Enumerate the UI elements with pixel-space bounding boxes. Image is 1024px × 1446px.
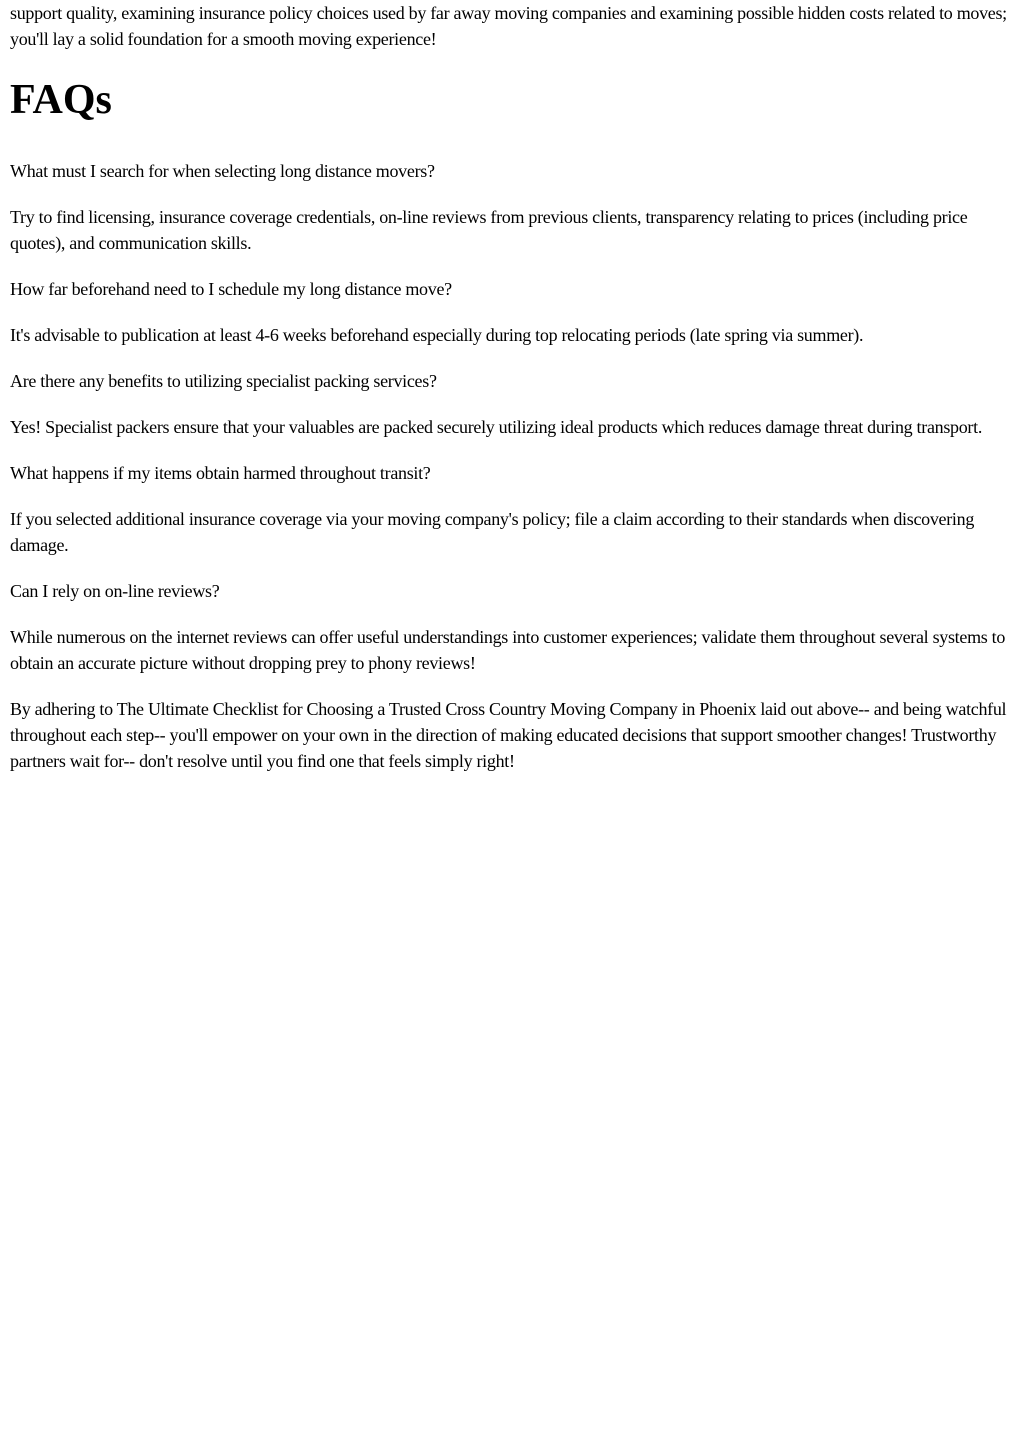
faq-question-5: Can I rely on on-line reviews? (10, 581, 220, 601)
intro-paragraph: support quality, examining insurance policy choices used by far away moving companies and examining possible hidden costs related to moves; you'll lay a solid foundation for a smooth moving experience! (10, 3, 1007, 49)
faq-answer-3: Yes! Specialist packers ensure that your valuables are packed securely utilizing ideal products which reduces damage threat during transport. (10, 417, 983, 437)
faq-answer-5: While numerous on the internet reviews can offer useful understandings into customer experiences; validate them throughout several systems to obtain an accurate picture without dropping prey to phony reviews! (10, 627, 1006, 673)
faq-question-2: How far beforehand need to I schedule my long distance move? (10, 279, 452, 299)
faq-answer-4: If you selected additional insurance coverage via your moving company's policy; file a claim according to their standards when discovering damage. (10, 509, 975, 555)
faq-answer-1: Try to find licensing, insurance coverage credentials, on-line reviews from previous clients, transparency relating to prices (including price quotes), and communication skills. (10, 207, 968, 253)
faq-question-3: Are there any benefits to utilizing specialist packing services? (10, 371, 437, 391)
faq-answer-2: It's advisable to publication at least 4-6 weeks beforehand especially during top relocating periods (late spring via summer). (10, 325, 864, 345)
closing-paragraph: By adhering to The Ultimate Checklist for Choosing a Trusted Cross Country Moving Company in Phoenix laid out above-- and being watchful throughout each step-- you'll empower on your own in the direction of making educated decisions that support smoother changes! Trustworthy partners wait for-- don't resolve until you find one that feels simply right! (10, 699, 1007, 771)
faq-question-1: What must I search for when selecting long distance movers? (10, 161, 435, 181)
article-content (10, 0, 1014, 794)
faq-question-4: What happens if my items obtain harmed throughout transit? (10, 463, 431, 483)
faq-heading: FAQs (10, 77, 112, 123)
